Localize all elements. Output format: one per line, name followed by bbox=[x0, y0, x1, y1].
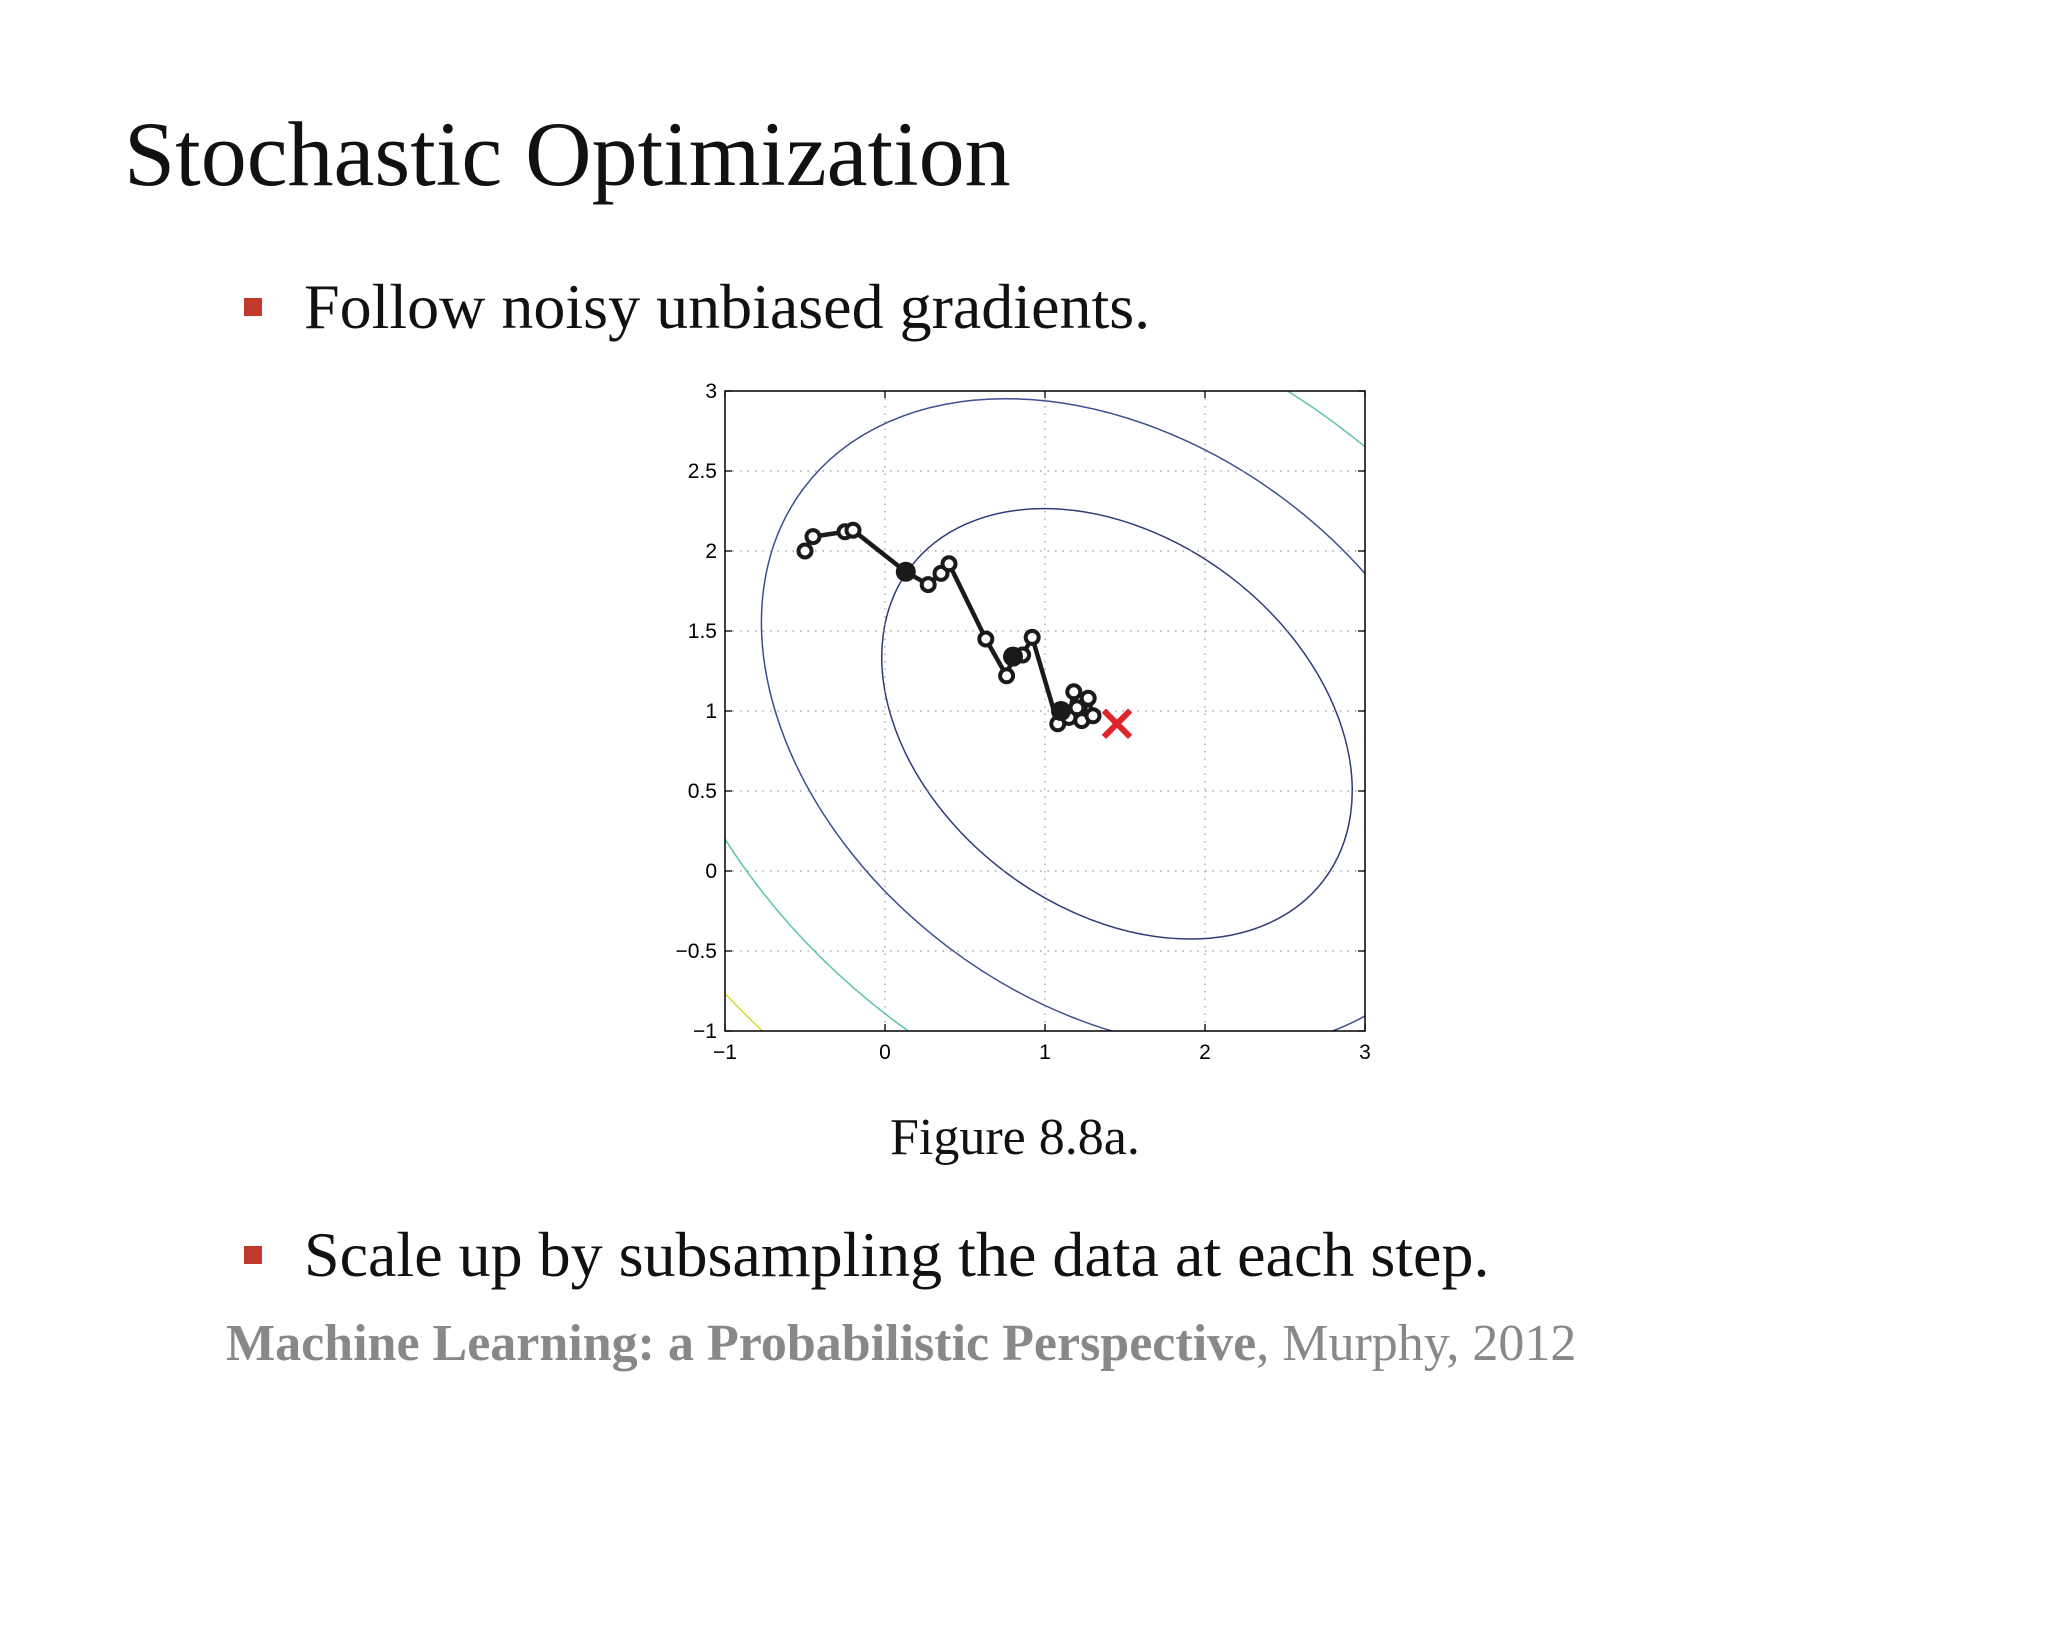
bullet-item bbox=[244, 270, 1150, 344]
path-point bbox=[1087, 709, 1100, 722]
path-point bbox=[922, 578, 935, 591]
citation-author-year: , Murphy, 2012 bbox=[1256, 1315, 1577, 1372]
optimum-marker bbox=[1106, 713, 1128, 735]
path-point-filled bbox=[1003, 647, 1023, 667]
x-tick-label: 1 bbox=[1039, 1041, 1051, 1064]
x-tick-label: −1 bbox=[713, 1041, 737, 1064]
contour-line bbox=[660, 375, 1400, 1075]
y-tick-label: 1.5 bbox=[687, 620, 717, 643]
y-tick-label: 1 bbox=[705, 700, 717, 723]
bullet-item bbox=[244, 1218, 1489, 1292]
y-tick-label: 2 bbox=[705, 540, 717, 563]
axes-layer bbox=[676, 380, 1371, 1064]
citation-book-title: Machine Learning: a Probabilistic Perspective bbox=[226, 1315, 1257, 1372]
path-point bbox=[943, 557, 956, 570]
bullet-square-icon bbox=[244, 1246, 262, 1264]
contour-line bbox=[798, 420, 1400, 1028]
bullet-square-icon bbox=[244, 298, 262, 316]
y-tick-label: 3 bbox=[705, 380, 717, 403]
bullet-text: Scale up by subsampling the data at each step. bbox=[304, 1219, 1490, 1290]
contour-line bbox=[660, 375, 1400, 1075]
y-tick-label: −0.5 bbox=[675, 940, 717, 963]
y-tick-label: 2.5 bbox=[687, 460, 717, 483]
grid-layer bbox=[725, 391, 1365, 1031]
path-point bbox=[1000, 669, 1013, 682]
path-point bbox=[799, 545, 812, 558]
path-point bbox=[979, 633, 992, 646]
contour-layer bbox=[660, 375, 1400, 1075]
path-point-filled bbox=[896, 562, 916, 582]
contour-line bbox=[660, 375, 1400, 1075]
path-point-filled bbox=[1051, 701, 1071, 721]
path-point bbox=[1082, 692, 1095, 705]
citation bbox=[226, 1314, 1576, 1373]
plot-frame bbox=[725, 391, 1365, 1031]
bullet-text: Follow noisy unbiased gradients. bbox=[304, 271, 1151, 342]
path-layer bbox=[799, 524, 1129, 735]
x-tick-label: 3 bbox=[1359, 1041, 1371, 1064]
path-point bbox=[807, 530, 820, 543]
y-tick-label: 0.5 bbox=[687, 780, 717, 803]
x-tick-label: 0 bbox=[879, 1041, 891, 1064]
path-point bbox=[847, 524, 860, 537]
contour-chart bbox=[660, 375, 1400, 1075]
slide-title: Stochastic Optimization bbox=[124, 103, 1011, 205]
path-point bbox=[1067, 685, 1080, 698]
y-tick-label: −1 bbox=[693, 1020, 717, 1043]
figure-caption: Figure 8.8a. bbox=[890, 1109, 1140, 1166]
contour-line bbox=[660, 375, 1400, 1075]
figure bbox=[660, 375, 1400, 1075]
path-point bbox=[1026, 631, 1039, 644]
y-tick-label: 0 bbox=[705, 860, 717, 883]
x-tick-label: 2 bbox=[1199, 1041, 1211, 1064]
